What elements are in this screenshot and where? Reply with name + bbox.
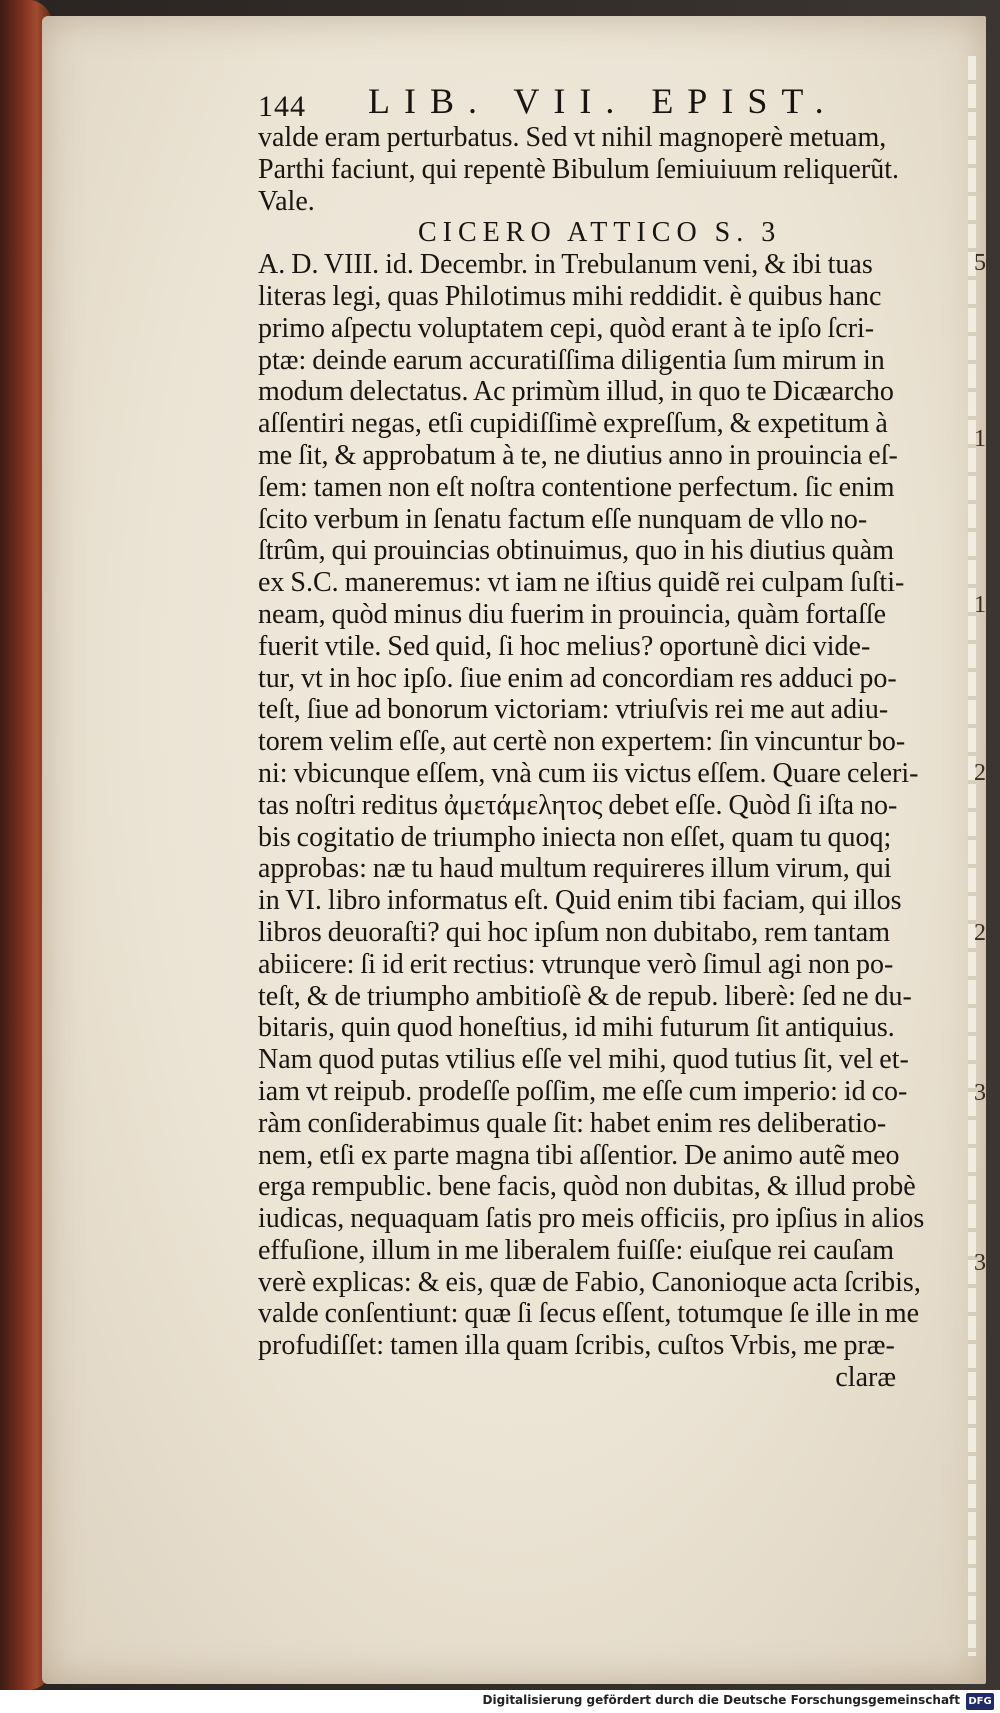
text-line: valde conſentiunt: quæ ſi ſecus eſſent, totumque ſe ille in me: [258, 1298, 920, 1330]
text-line: Nam quod putas vtilius eſſe vel mihi, quod tutius ſit, vel et-: [258, 1044, 909, 1076]
text-line: ſem: tamen non eſt noſtra contentione perfectum. ſic enim: [258, 471, 895, 503]
text-line: ni: vbicunque eſſem, vnà cum iis victus eſſem. Quare celeri-: [258, 757, 919, 789]
text-line: me ſit, & approbatum à te, ne diutius anno in prouincia eſ-: [258, 439, 898, 471]
text-line: teſt, & de triumpho ambitioſè & de repub. liberè: ſed ne du-: [258, 980, 912, 1012]
text-line: neam, quòd minus diu fuerim in prouincia, quàm fortaſſe: [258, 598, 887, 630]
page-fore-edge: [968, 56, 976, 1656]
text-line: libros deuoraſti? qui hoc ipſum non dubitabo, rem tantam: [258, 916, 890, 948]
letter-heading: CICERO ATTICO S. 3: [418, 217, 782, 249]
page-number: 144: [258, 90, 306, 123]
funding-credit: Digitalisierung gefördert durch die Deutsche Forschungsgemeinschaft: [482, 1693, 960, 1707]
margin-note: 2: [974, 760, 986, 786]
text-line: bitaris, quin quod honeſtius, id mihi futurum ſit antiquius.: [258, 1012, 895, 1044]
text-line: iudicas, nequaquam ſatis pro meis officiis, pro ipſius in alios: [258, 1203, 925, 1235]
text-line: modum delectatus. Ac primùm illud, in quo te Dicæarcho: [258, 376, 894, 408]
text-line: abiicere: ſi id erit rectius: vtrunque verò ſimul agi non po-: [258, 948, 894, 980]
margin-note: 3: [974, 1250, 986, 1276]
text-line: aſſentiri negas, etſi cupidiſſimè expreſſum, & expetitum à: [258, 408, 888, 440]
text-line: in VI. libro informatus eſt. Quid enim tibi faciam, qui illos: [258, 885, 902, 917]
catchword: claræ: [835, 1362, 896, 1394]
text-line: ràm conſiderabimus quale ſit: habet enim res deliberatio-: [258, 1107, 887, 1139]
margin-note: 1: [974, 426, 986, 452]
digitization-footer: [0, 1690, 1000, 1713]
text-line: A. D. VIII. id. Decembr. in Trebulanum veni, & ibi tuas: [258, 249, 873, 281]
page-header: [258, 80, 898, 126]
text-line: tur, vt in hoc ipſo. ſiue enim ad concordiam res adduci po-: [258, 662, 897, 694]
text-line: iam vt reipub. prodeſſe poſſim, me eſſe cum imperio: id co-: [258, 1075, 908, 1107]
text-line: approbas: næ tu haud multum requireres illum virum, qui: [258, 853, 892, 885]
text-line: literas legi, quas Philotimus mihi reddidit. è quibus hanc: [258, 280, 882, 312]
text-line: erga rempublic. bene facis, quòd non dubitas, & illud probè: [258, 1171, 916, 1203]
text-line: verè explicas: & eis, quæ de Fabio, Canonioque acta ſcribis,: [258, 1266, 921, 1298]
text-line: valde eram perturbatus. Sed vt nihil magnoperè metuam,: [258, 122, 887, 153]
text-line: profudiſſet: tamen illa quam ſcribis, cuſtos Vrbis, me præ-: [258, 1330, 895, 1362]
text-line: effuſione, illum in me liberalem fuiſſe: eiuſque rei cauſam: [258, 1234, 895, 1266]
dfg-logo-icon: DFG: [966, 1693, 994, 1710]
running-head: LIB. VII. EPIST.: [368, 81, 838, 121]
text-line: teſt, ſiue ad bonorum victoriam: vtriuſvis rei me aut adiu-: [258, 694, 889, 726]
margin-note: 3: [974, 1080, 986, 1106]
text-line: bis cogitatio de triumpho iniecta non eſſet, quam tu quoq;: [258, 821, 892, 853]
text-line: Vale.: [258, 185, 315, 217]
text-line: fuerit vtile. Sed quid, ſi hoc melius? oportunè dici vide-: [258, 630, 871, 662]
text-line: ſtrûm, qui prouincias obtinuimus, quo in his diutius quàm: [258, 535, 894, 567]
text-line: Parthi faciunt, qui repentè Bibulum ſemiuiuum reliquerũt.: [258, 153, 899, 185]
text-line: ptæ: deinde earum accuratiſſima diligentia ſum mirum in: [258, 344, 885, 376]
text-line: primo aſpectu voluptatem cepi, quòd erant à te ipſo ſcri-: [258, 312, 875, 344]
text-line: ex S.C. maneremus: vt iam ne iſtius quidẽ rei culpam ſuſti-: [258, 567, 905, 599]
text-line: tas noſtri reditus ἀμετάμελητος debet eſſe. Quòd ſi iſta no-: [258, 789, 898, 821]
text-line: ſcito verbum in ſenatu factum eſſe nunquam de vllo no-: [258, 503, 868, 535]
text-line: nem, etſi ex parte magna tibi aſſentior. De animo autẽ meo: [258, 1139, 900, 1171]
margin-note: 1: [974, 592, 986, 618]
margin-note: 2: [974, 920, 986, 946]
letter-body: [258, 122, 958, 1394]
text-line: torem velim eſſe, aut certè non expertem: ſin vincuntur bo-: [258, 726, 906, 758]
margin-note: 5: [974, 250, 986, 276]
